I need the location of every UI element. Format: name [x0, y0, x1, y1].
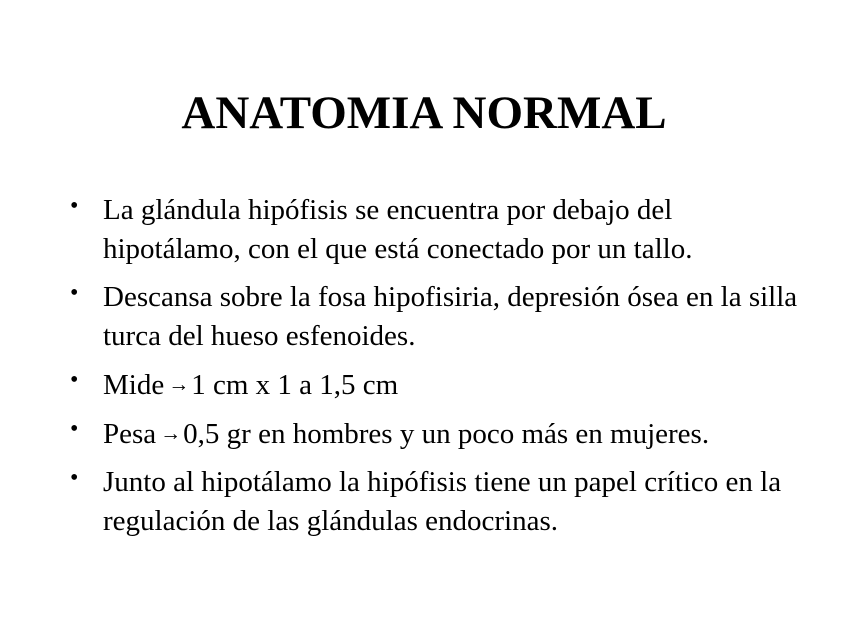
bullet-item [70, 278, 810, 356]
bullet-icon: • [70, 193, 79, 219]
slide-title: ANATOMIA NORMAL [181, 87, 667, 139]
bullet-text: La glándula hipófisis se encuentra por debajo del hipotálamo, con el que está conectado por un tallo. [103, 194, 693, 265]
arrow-right-icon: → [160, 421, 182, 445]
bullet-text [103, 365, 810, 405]
bullet-value: 1 cm x 1 a 1,5 cm [191, 369, 399, 401]
arrow-right-icon: → [168, 372, 190, 396]
bullet-icon: • [70, 367, 79, 393]
bullet-text: Descansa sobre la fosa hipofisiria, depresión ósea en la silla turca del hueso esfenoides. [103, 281, 798, 352]
bullet-item [70, 463, 810, 541]
bullet-text [103, 414, 810, 454]
bullet-icon: • [70, 465, 79, 491]
bullet-value: 0,5 gr en hombres y un poco más en mujeres. [183, 418, 710, 450]
bullet-item [70, 414, 810, 454]
bullet-item [70, 191, 810, 269]
bullet-icon: • [70, 416, 79, 442]
bullet-label: Mide [103, 369, 165, 401]
bullet-label: Pesa [103, 418, 157, 450]
bullet-list [70, 191, 810, 550]
bullet-text: Junto al hipotálamo la hipófisis tiene un papel crítico en la regulación de las glándulas endocrinas. [103, 466, 782, 537]
bullet-item [70, 365, 810, 405]
bullet-icon: • [70, 280, 79, 306]
